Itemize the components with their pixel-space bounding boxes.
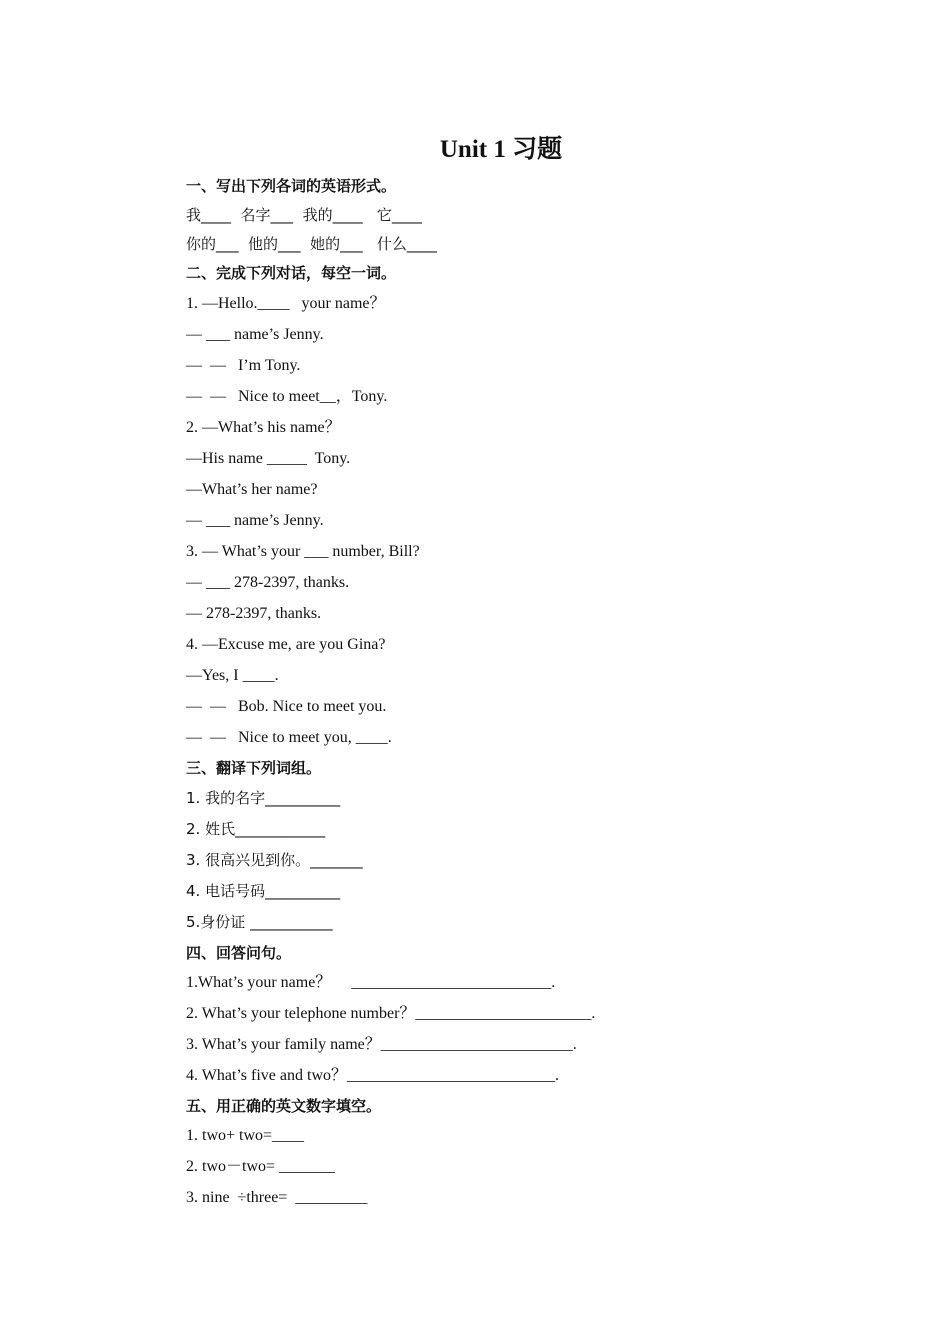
question-item: 4. What’s five and two？__________________________. [186,1067,560,1084]
dialogue-line: — — I’m Tony. [186,357,301,374]
dialogue-line: — — Nice to meet__，Tony. [186,388,388,405]
dialogue-line: — ___ name’s Jenny. [186,326,324,343]
section-heading-2: 二、完成下列对话，每空一词。 [186,264,397,282]
dialogue-line: — ___ name’s Jenny. [186,512,324,529]
section-heading-4: 四、回答问句。 [186,944,292,962]
dialogue-line: — — Nice to meet you, ____. [186,729,392,746]
translation-item: 5.身份证 ___________ [186,913,333,931]
dialogue-line: 4. —Excuse me, are you Gina? [186,636,386,653]
math-item: 2. two－two= _______ [186,1158,336,1175]
translation-item: 4. 电话号码__________ [186,882,341,900]
question-item: 1.What’s your name？ _________________________. [186,974,556,991]
translation-item: 1. 我的名字__________ [186,789,341,807]
dialogue-line: — 278-2397, thanks. [186,605,322,622]
math-item: 3. nine ÷three= _________ [186,1189,368,1206]
math-item: 1. two+ two=____ [186,1127,305,1144]
section-heading-1: 一、写出下列各词的英语形式。 [186,177,397,195]
dialogue-line: 1. —Hello.____ your name？ [186,295,386,312]
vocab-line-2: 你的___ 他的___ 她的___ 什么____ [186,235,437,253]
question-item: 3. What’s your family name？________________________. [186,1036,577,1053]
dialogue-line: 2. —What’s his name？ [186,419,341,436]
translation-item: 3. 很高兴见到你。_______ [186,851,363,869]
dialogue-line: 3. — What’s your ___ number, Bill? [186,543,420,560]
section-heading-3: 三、翻译下列词组。 [186,759,322,777]
dialogue-line: — ___ 278-2397, thanks. [186,574,350,591]
dialogue-line: —Yes, I ____. [186,667,279,684]
translation-item: 2. 姓氏____________ [186,820,326,838]
page-title: Unit 1 习题 [439,136,563,163]
section-heading-5: 五、用正确的英文数字填空。 [186,1097,382,1115]
dialogue-line: —His name _____ Tony. [186,450,351,467]
dialogue-line: —What’s her name? [186,481,318,498]
vocab-line-1: 我____ 名字___ 我的____ 它____ [186,206,422,224]
dialogue-line: — — Bob. Nice to meet you. [186,698,387,715]
question-item: 2. What’s your telephone number？______________________. [186,1005,596,1022]
